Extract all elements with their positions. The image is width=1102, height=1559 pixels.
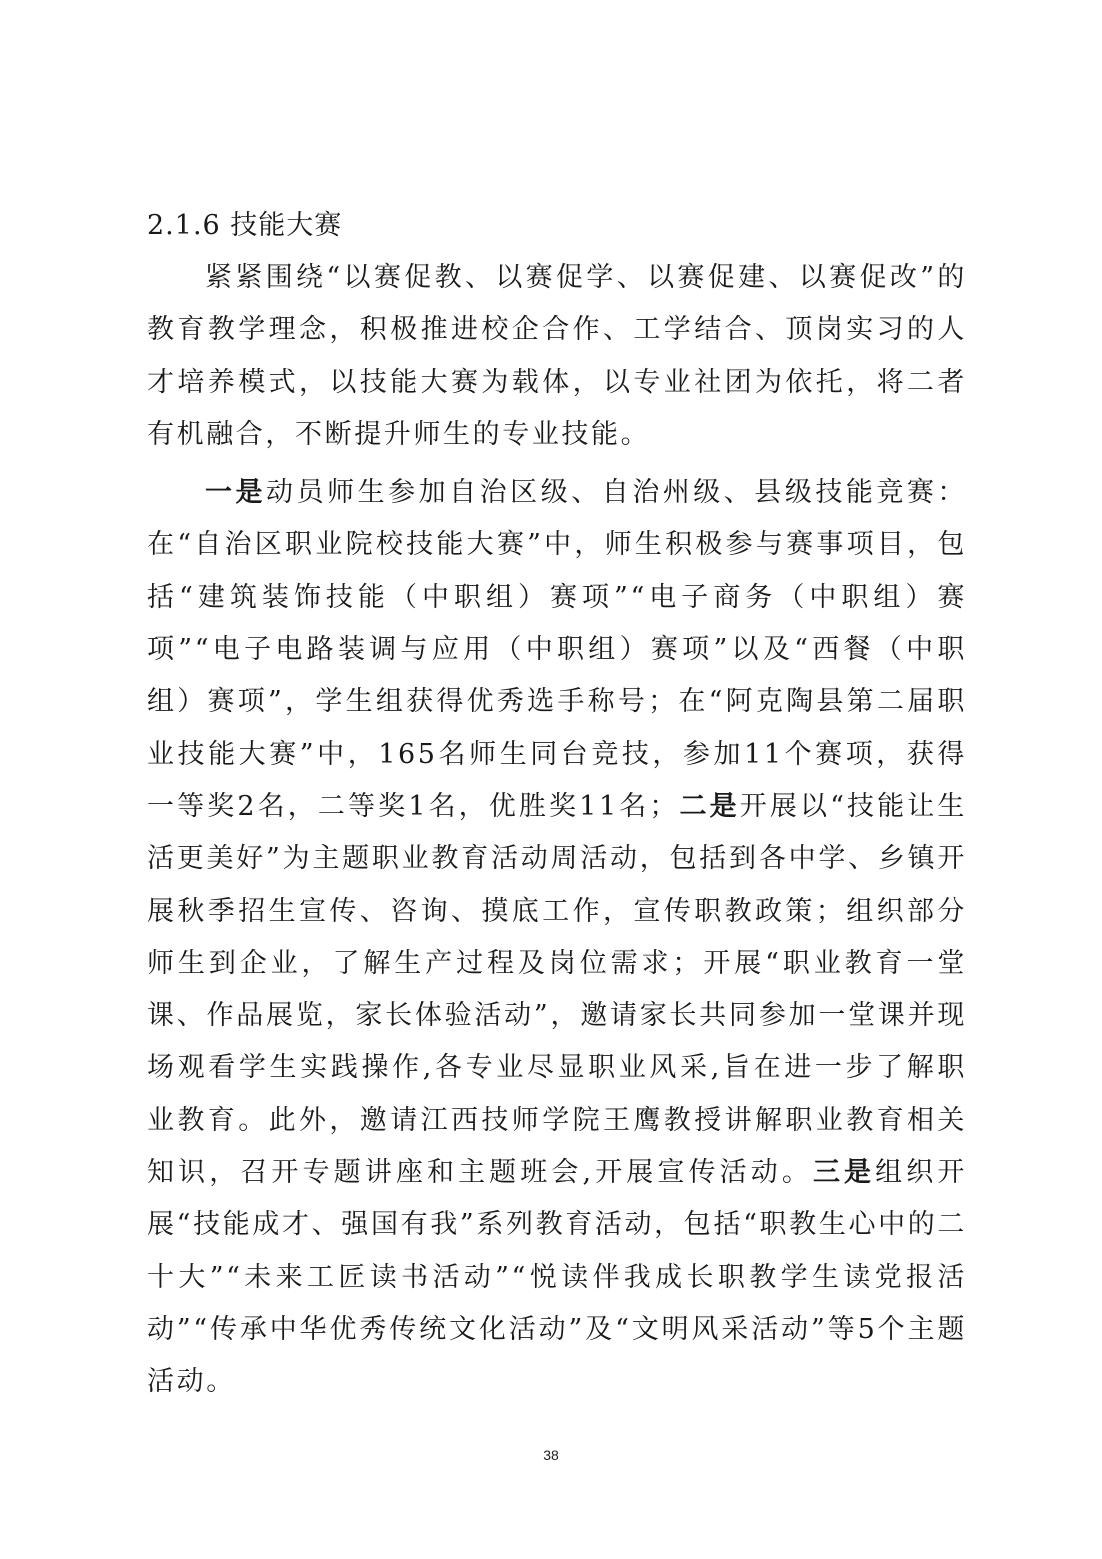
section-heading: 2.1.6 技能大赛 (147, 210, 343, 241)
activities-text-first: 动员师生参加自治区级、自治州级、县级技能竞赛：在“自治区职业院校技能大赛”中，师生积极参与赛事项目，包括“建筑装饰技能（中职组）赛项”“电子商务（中职组）赛项”“电子电路装调与应用（中职组）赛项”以及“西餐（中职组）赛项”，学生组获得优秀选手称号；在“阿克陶县第二届职业技能大赛”中，165名师生同台竞技，参加11个赛项，获得一等奖2名，二等奖1名，优胜奖11名； (147, 477, 967, 822)
lead-second: 二是 (678, 790, 740, 822)
page-number: 38 (543, 1447, 559, 1463)
paragraph-activities (147, 467, 967, 1408)
activities-text-second: 开展以“技能让生活更美好”为主题职业教育活动周活动，包括到各中学、乡镇开展秋季招生宣传、咨询、摸底工作，宣传职教政策；组织部分师生到企业，了解生产过程及岗位需求；开展“职业教育一堂课、作品展览，家长体验活动”，邀请家长共同参加一堂课并现场观看学生实践操作,各专业尽显职业风采,旨在进一步了解职业教育。此外，邀请江西技师学院王鹰教授讲解职业教育相关知识，召开专题讲座和主题班会,开展宣传活动。 (147, 790, 967, 1189)
activities-text-third: 组织开展“技能成才、强国有我”系列教育活动，包括“职教生心中的二十大”“未来工匠读书活动”“悦读伴我成长职教学生读党报活动”“传承中华优秀传统文化活动”及“文明风采活动”等5个主题活动。 (147, 1157, 967, 1398)
lead-third: 三是 (812, 1157, 876, 1189)
lead-first: 一是 (205, 477, 267, 509)
page-body (147, 200, 967, 1409)
paragraph-intro (147, 252, 967, 461)
paragraph-intro-text: 紧紧围绕“以赛促教、以赛促学、以赛促建、以赛促改”的教育教学理念，积极推进校企合作、工学结合、顶岗实习的人才培养模式，以技能大赛为载体，以专业社团为依托，将二者有机融合，不断提升师生的专业技能。 (147, 262, 967, 450)
